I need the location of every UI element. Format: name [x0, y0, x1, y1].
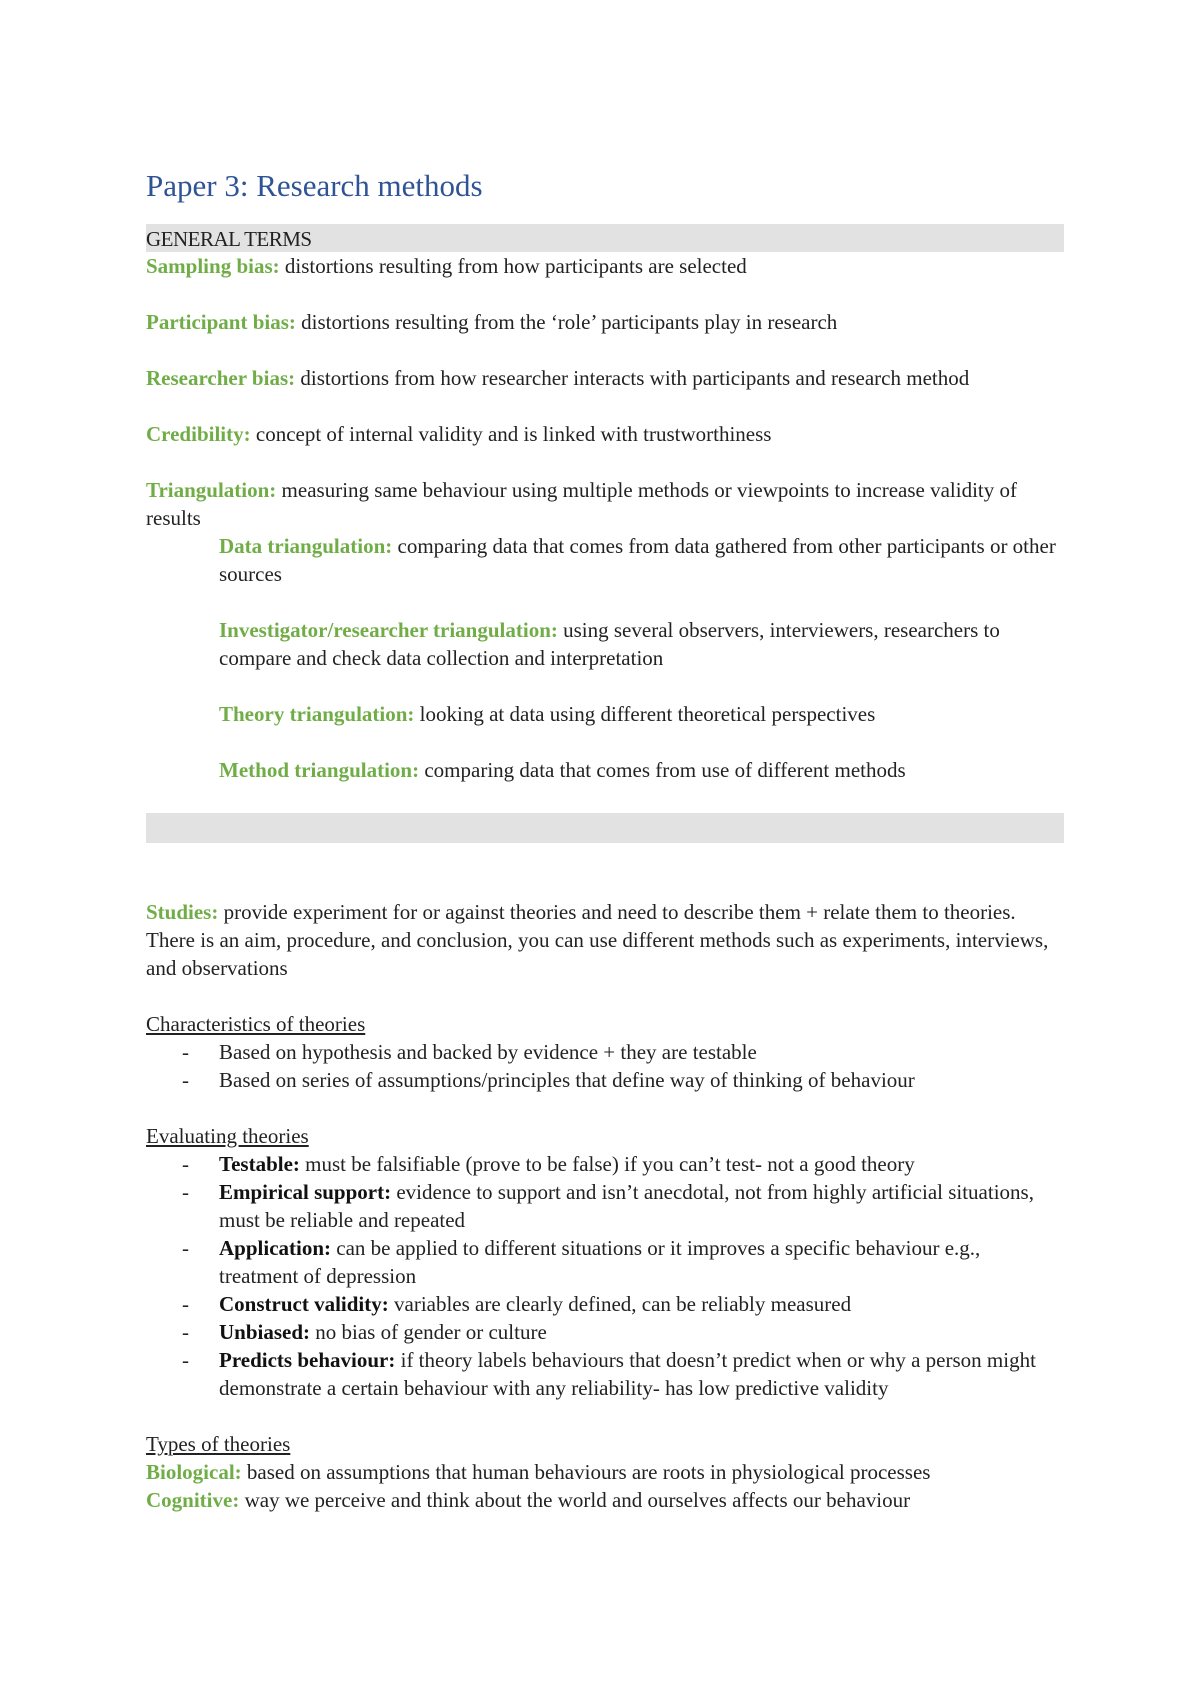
definition-studies: [146, 898, 1064, 982]
term-text: comparing data that comes from use of different methods: [419, 758, 906, 782]
list-item: [146, 1150, 1064, 1178]
term-text: provide experiment for or against theories and need to describe them + relate them to theories. There is an aim, procedure, and conclusion, you can use different methods such as experiments, interviews, and observations: [146, 900, 1049, 980]
item-text: Based on hypothesis and backed by evidence + they are testable: [219, 1040, 757, 1064]
term-label: Sampling bias:: [146, 254, 280, 278]
term-label: Participant bias:: [146, 310, 296, 334]
list-item: [146, 1066, 1064, 1094]
term-text: distortions resulting from the ‘role’ participants play in research: [295, 310, 838, 334]
characteristics-heading: Characteristics of theories: [146, 1012, 366, 1036]
term-label: Cognitive:: [146, 1488, 240, 1512]
dash-bullet: -: [182, 1236, 189, 1260]
definition-data-triangulation: [146, 532, 1064, 588]
term-label: Data triangulation:: [219, 534, 393, 558]
item-text: evidence to support and isn’t anecdotal, not from highly artificial situations, must be reliable and repeated: [219, 1180, 1034, 1232]
term-text: based on assumptions that human behaviours are roots in physiological processes: [241, 1460, 931, 1484]
section-divider-bar: [146, 813, 1064, 843]
item-term: Construct validity:: [219, 1292, 389, 1316]
definition-cognitive: [146, 1486, 1064, 1514]
term-text: using several observers, interviewers, researchers to compare and check data collection and interpretation: [219, 618, 1000, 670]
definition-sampling-bias: [146, 252, 1064, 280]
item-text: if theory labels behaviours that doesn’t predict when or why a person might demonstrate a certain behaviour with any reliability- has low predictive validity: [219, 1348, 1036, 1400]
evaluating-list: [146, 1150, 1064, 1402]
term-text: looking at data using different theoretical perspectives: [414, 702, 876, 726]
term-label: Biological:: [146, 1460, 242, 1484]
dash-bullet: -: [182, 1348, 189, 1372]
term-label: Investigator/researcher triangulation:: [219, 618, 558, 642]
term-text: measuring same behaviour using multiple methods or viewpoints to increase validity of results: [146, 478, 1017, 530]
dash-bullet: -: [182, 1320, 189, 1344]
term-text: distortions resulting from how participants are selected: [279, 254, 747, 278]
list-item: [146, 1290, 1064, 1318]
definition-investigator-triangulation: [146, 616, 1064, 672]
definition-credibility: [146, 420, 1064, 448]
page-title: Paper 3: Research methods: [146, 168, 483, 203]
item-text: no bias of gender or culture: [310, 1320, 547, 1344]
types-heading: Types of theories: [146, 1432, 291, 1456]
general-terms-header: GENERAL TERMS: [146, 224, 1064, 252]
characteristics-list: [146, 1038, 1064, 1094]
item-term: Empirical support:: [219, 1180, 392, 1204]
item-term: Testable:: [219, 1152, 300, 1176]
list-item: [146, 1038, 1064, 1066]
term-text: distortions from how researcher interacts with participants and research method: [295, 366, 970, 390]
term-text: comparing data that comes from data gathered from other participants or other sources: [219, 534, 1056, 586]
definition-researcher-bias: [146, 364, 1064, 392]
item-term: Predicts behaviour:: [219, 1348, 396, 1372]
document-body: [146, 166, 1064, 1514]
definition-participant-bias: [146, 308, 1064, 336]
term-label: Method triangulation:: [219, 758, 420, 782]
list-item: [146, 1178, 1064, 1234]
dash-bullet: -: [182, 1152, 189, 1176]
term-label: Researcher bias:: [146, 366, 296, 390]
definition-biological: [146, 1458, 1064, 1486]
item-text: variables are clearly defined, can be reliably measured: [388, 1292, 852, 1316]
term-label: Credibility:: [146, 422, 251, 446]
item-text: can be applied to different situations or it improves a specific behaviour e.g., treatment of depression: [219, 1236, 981, 1288]
list-item: [146, 1234, 1064, 1290]
dash-bullet: -: [182, 1292, 189, 1316]
evaluating-heading: Evaluating theories: [146, 1124, 309, 1148]
definition-triangulation: [146, 476, 1064, 532]
item-term: Application:: [219, 1236, 332, 1260]
definition-theory-triangulation: [146, 700, 1064, 728]
dash-bullet: -: [182, 1040, 189, 1064]
item-term: Unbiased:: [219, 1320, 311, 1344]
term-text: way we perceive and think about the world and ourselves affects our behaviour: [239, 1488, 911, 1512]
term-text: concept of internal validity and is linked with trustworthiness: [250, 422, 772, 446]
dash-bullet: -: [182, 1068, 189, 1092]
item-text: must be falsifiable (prove to be false) if you can’t test- not a good theory: [299, 1152, 915, 1176]
term-label: Studies:: [146, 900, 219, 924]
definition-method-triangulation: [146, 756, 1064, 784]
dash-bullet: -: [182, 1180, 189, 1204]
term-label: Theory triangulation:: [219, 702, 415, 726]
list-item: [146, 1318, 1064, 1346]
list-item: [146, 1346, 1064, 1402]
item-text: Based on series of assumptions/principles that define way of thinking of behaviour: [219, 1068, 915, 1092]
term-label: Triangulation:: [146, 478, 277, 502]
